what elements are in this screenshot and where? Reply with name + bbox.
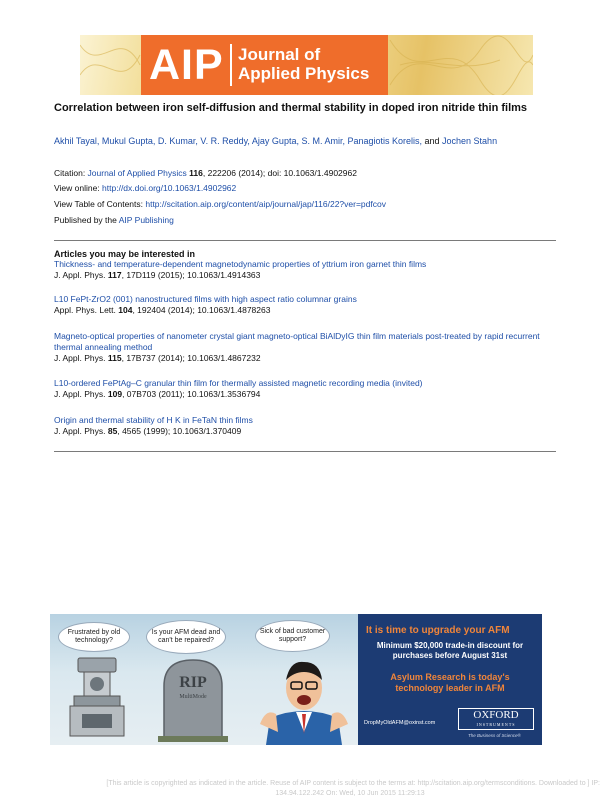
view-online-link[interactable]: http://dx.doi.org/10.1063/1.4902962: [102, 183, 237, 193]
journal-banner[interactable]: [80, 35, 533, 95]
aip-logo: AIP: [149, 41, 224, 89]
citation-journal-link[interactable]: Journal of Applied Physics: [87, 168, 187, 178]
related-item: [54, 378, 559, 400]
related-item: [54, 259, 559, 281]
toc-label: View Table of Contents:: [54, 199, 146, 209]
oxford-brand-sub: INSTRUMENTS: [476, 722, 516, 727]
oxford-tagline: The Business of Science®: [468, 733, 521, 738]
related-item: [54, 294, 559, 316]
journal-name-line2: Applied Physics: [238, 64, 370, 83]
citation-line: [54, 168, 357, 179]
authors-link[interactable]: Akhil Tayal, Mukul Gupta, D. Kumar, V. R. Reddy, Ajay Gupta, S. M. Amir, Panagiotis Korelis,: [54, 136, 422, 146]
ad-tagline: Asylum Research is today's technology leader in AFM: [390, 672, 510, 693]
related-item-title-link[interactable]: Origin and thermal stability of H K in FeTaN thin films: [54, 415, 253, 425]
ad-offer: Minimum $20,000 trade-in discount for purchases before August 31st: [376, 641, 524, 660]
citation-label: Citation:: [54, 168, 88, 178]
speech-bubble: Frustrated by old technology?: [58, 622, 130, 652]
tombstone-text: RIP: [179, 674, 207, 691]
related-item: [54, 415, 559, 437]
view-online-label: View online:: [54, 183, 103, 193]
related-item-citation: J. Appl. Phys. 117, 17D119 (2015); 10.1063/1.4914363: [54, 270, 261, 280]
related-item-citation: J. Appl. Phys. 109, 07B703 (2011); 10.1063/1.3536794: [54, 389, 261, 399]
authors-and: and: [422, 136, 443, 146]
related-item-citation: Appl. Phys. Lett. 104, 192404 (2014); 10.1063/1.4878263: [54, 305, 271, 315]
related-heading: Articles you may be interested in: [54, 249, 196, 259]
related-item-title-link[interactable]: L10 FePt-ZrO2 (001) nanostructured films with high aspect ratio columnar grains: [54, 294, 357, 304]
view-online-line: [54, 183, 236, 194]
author-last-link[interactable]: Jochen Stahn: [442, 136, 498, 146]
footer-line1: [This article is copyrighted as indicated in the article. Reuse of AIP content is subject to the terms at: http://scitation.aip.org/termsconditions. Downloaded to ] IP:: [106, 780, 600, 787]
related-item-citation: J. Appl. Phys. 85, 4565 (1999); 10.1063/1.370409: [54, 426, 242, 436]
logo-divider: [230, 44, 232, 86]
footer-line2: 134.94.122.242 On: Wed, 10 Jun 2015 11:29:13: [275, 790, 425, 797]
citation-rest: , 222206 (2014); doi: 10.1063/1.4902962: [202, 168, 357, 178]
related-item-citation: J. Appl. Phys. 115, 17B737 (2014); 10.1063/1.4867232: [54, 353, 261, 363]
bottom-divider: [54, 451, 556, 452]
oxford-brand: OXFORD: [473, 709, 519, 721]
article-title: Correlation between iron self-diffusion and thermal stability in doped iron nitride thin films: [54, 102, 528, 114]
speech-bubble: Is your AFM dead and can't be repaired?: [146, 620, 226, 654]
author-list: [54, 135, 574, 147]
frustrated-man-illustration: [256, 654, 352, 745]
toc-link[interactable]: http://scitation.aip.org/content/aip/journal/jap/116/22?ver=pdfcov: [145, 199, 386, 209]
speech-bubble: Sick of bad customer support?: [255, 620, 330, 652]
related-item: [54, 331, 559, 364]
afm-instrument-illustration: [64, 656, 130, 742]
publisher-link[interactable]: AIP Publishing: [118, 215, 174, 225]
oxford-instruments-logo: [458, 708, 534, 730]
copyright-footer: [20, 779, 600, 799]
advertisement-banner[interactable]: [50, 614, 542, 745]
related-item-title-link[interactable]: L10-ordered FePtAg–C granular thin film for thermally assisted magnetic recording media (invited): [54, 378, 423, 388]
top-divider: [54, 240, 556, 241]
tombstone-subtext: MultiMode: [179, 694, 207, 700]
journal-name: [238, 45, 369, 83]
published-label: Published by the: [54, 215, 119, 225]
related-item-title-link[interactable]: Thickness- and temperature-dependent magnetodynamic properties of yttrium iron garnet thin films: [54, 259, 427, 269]
citation-volume: 116: [189, 168, 203, 178]
related-item-title-link[interactable]: Magneto-optical properties of nanometer crystal giant magneto-optical BiAlDyIG thin film materials post-treated by rapid recurrent thermal annealing method: [54, 331, 540, 352]
ad-headline: It is time to upgrade your AFM: [366, 625, 510, 636]
published-line: [54, 215, 174, 226]
toc-line: [54, 199, 386, 210]
ad-email-link[interactable]: DropMyOldAFM@oxinst.com: [364, 720, 436, 726]
journal-name-line1: Journal of: [238, 45, 321, 64]
